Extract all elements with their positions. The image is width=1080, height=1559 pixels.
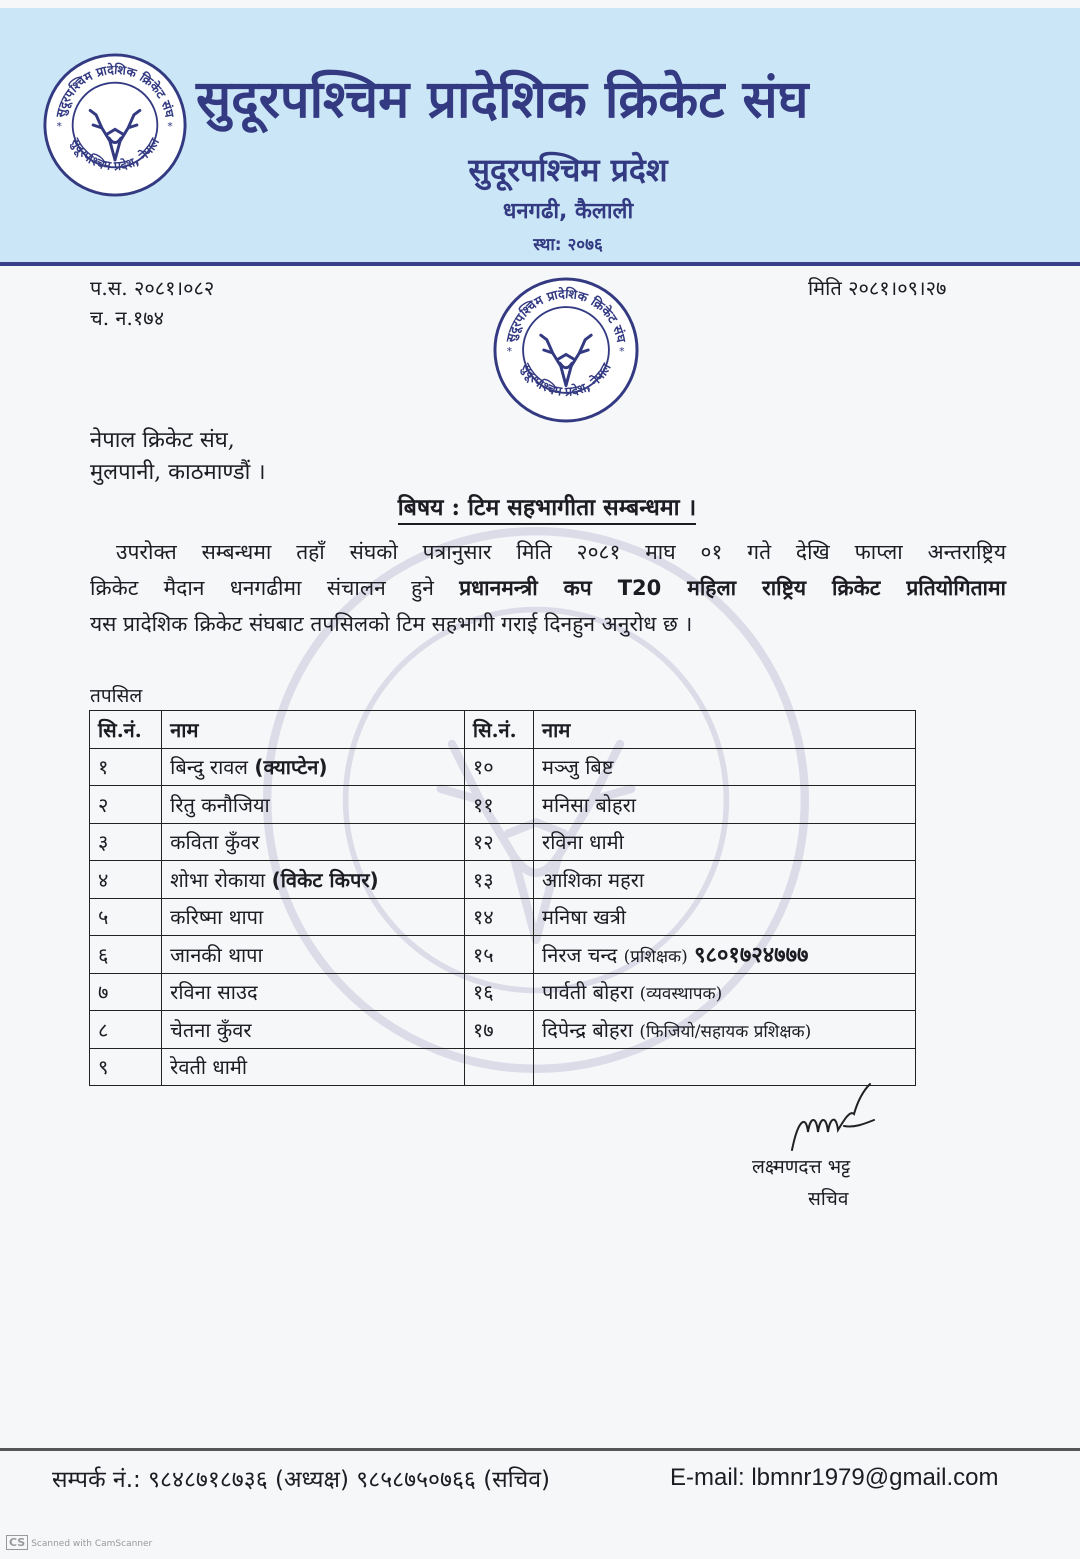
cell-sn-right [464,936,533,974]
cell-name-right [534,786,916,824]
serial-number: ८ [98,1017,109,1042]
member-name: मञ्जु बिष्ट [542,755,614,780]
letter-subject [0,490,1080,522]
serial-number: १५ [472,942,494,967]
cell-sn-left [90,973,162,1011]
cell-name-right [534,973,916,1011]
cell-name-left [162,861,465,899]
serial-number: ४ [98,867,109,892]
cell-sn-left [90,861,162,899]
footer-contact-numbers: सम्पर्क नं.: ९८४८७१८७३६ (अध्यक्ष) ९८५८७५०७६६ (सचिव) [52,1467,551,1493]
seal-bottom-text: सुदूरपश्चिम प्रदेश, नेपाल [518,360,614,399]
cell-sn-right [464,786,533,824]
serial-number: ५ [98,905,109,930]
table-row [90,786,916,824]
player-name: शोभा रोकाया [170,867,266,892]
player-name: रविना साउद [170,980,258,1005]
cell-sn-right [464,1048,533,1086]
svg-text:*: * [619,345,625,358]
cell-name-right [534,936,916,974]
letterhead-divider [0,262,1080,266]
serial-number: ६ [98,942,109,967]
cell-sn-right [464,748,533,786]
subject-text: बिषय : टिम सहभागीता सम्बन्धमा । [398,494,697,525]
body-line-3: यस प्रादेशिक क्रिकेट संघबाट तपसिलको टिम सहभागी गराई दिनहुन अनुरोध छ । [90,612,693,636]
player-name: जानकी थापा [170,942,263,967]
member-name: निरज चन्द [542,943,618,968]
header-sn-left: सि.नं. [90,711,162,749]
camscanner-icon: CS [6,1535,28,1550]
team-roster-table [89,710,916,1086]
body-line-2 [90,570,1006,606]
letter-body [90,534,1006,642]
player-name: रितु कनौजिया [170,792,270,817]
cell-name-right [534,823,916,861]
cell-name-left [162,823,465,861]
body-line-1: उपरोक्त सम्बन्धमा तहाँ संघको पत्रानुसार मिति २०८१ माघ ०१ गते देखि फाप्ला अन्तराष्ट्रिय [116,540,1006,564]
scanner-text: Scanned with CamScanner [31,1539,153,1549]
serial-number: ७ [98,980,109,1005]
serial-number: ११ [472,792,494,817]
cell-sn-right [464,1011,533,1049]
svg-text:*: * [506,345,512,358]
reference-number: प.स. २०८१।०८२ [90,276,215,300]
cell-sn-right [464,973,533,1011]
serial-number: २ [98,792,109,817]
organization-name: सुदूरपश्चिम प्रादेशिक क्रिकेट संघ [196,70,809,130]
member-name: मनिषा खत्री [542,905,626,930]
table-row [90,1011,916,1049]
svg-text:*: * [167,121,173,133]
cell-name-left [162,1048,465,1086]
cell-name-right [534,1011,916,1049]
serial-number: १० [472,755,494,780]
player-name: कविता कुँवर [170,830,260,855]
seal-top-text: सुदूरपश्चिम प्रादेशिक क्रिकेट संघ [502,285,630,344]
cell-name-left [162,748,465,786]
scanner-watermark [6,1535,152,1550]
cell-name-left [162,898,465,936]
serial-number: १६ [472,980,494,1005]
cell-sn-left [90,786,162,824]
cell-sn-left [90,748,162,786]
cell-sn-right [464,823,533,861]
serial-number: १४ [472,905,494,930]
recipient-name: नेपाल क्रिकेट संघ, [90,428,235,453]
serial-number: १२ [472,830,494,855]
handwritten-signature [784,1080,884,1160]
established-year: स्था: २०७६ [533,235,603,255]
center-seal-icon [492,276,640,424]
member-role: (प्रशिक्षक) [623,947,688,968]
cell-name-left [162,936,465,974]
letter-date: मिति २०८१।०९।२७ [808,276,947,300]
cell-name-right [534,898,916,936]
cell-name-left [162,973,465,1011]
coach-phone-number: ९८०१७२४७७७ [694,943,809,969]
cell-name-left [162,1011,465,1049]
serial-number: १ [98,755,109,780]
member-name: मनिसा बोहरा [542,792,636,817]
cell-sn-left [90,898,162,936]
tournament-name: प्रधानमन्त्री कप T20 महिला राष्ट्रिय क्रिकेट प्रतियोगितामा [459,576,1006,600]
signer-title: सचिव [808,1188,849,1210]
office-location: धनगढी, कैलाली [502,199,634,224]
footer-divider [0,1448,1080,1451]
member-name: आशिका महरा [542,867,645,892]
member-name: रविना धामी [542,830,624,855]
footer-email: E-mail: lbmnr1979@gmail.com [670,1464,999,1491]
player-name: करिष्मा थापा [170,905,264,930]
recipient-address: मुलपानी, काठमाण्डौं । [90,460,266,485]
member-role: (व्यवस्थापक) [639,984,723,1005]
cell-name-right [534,861,916,899]
cell-name-left [162,786,465,824]
cell-sn-right [464,898,533,936]
cell-sn-left [90,823,162,861]
player-role: (विकेट किपर) [271,867,379,892]
seal-top-text: सुदूरपश्चिम प्रादेशिक क्रिकेट संघ [52,61,178,119]
member-name: पार्वती बोहरा [542,980,634,1005]
table-row [90,861,916,899]
cell-sn-left [90,1048,162,1086]
player-name: चेतना कुँवर [170,1017,252,1042]
table-header-row [90,711,916,749]
player-name: बिन्दु रावल [170,755,248,780]
seal-bottom-text: सुदूरपश्चिम प्रदेश, नेपाल [67,135,163,174]
table-row [90,898,916,936]
svg-text:*: * [56,121,62,133]
table-row [90,973,916,1011]
province-name: सुदूरपश्चिम प्रदेश [468,151,668,189]
member-name: दिपेन्द्र बोहरा [542,1017,633,1042]
dispatch-number: च. न.१७४ [90,306,165,330]
serial-number: ९ [98,1055,109,1080]
player-name: रेवती धामी [170,1055,248,1080]
table-row [90,748,916,786]
header-name-right: नाम [534,711,916,749]
player-role: (क्याप्टेन) [254,755,328,780]
cell-name-right [534,748,916,786]
header-name-left: नाम [162,711,465,749]
details-label: तपसिल [90,685,143,707]
serial-number: १३ [472,867,494,892]
cell-sn-left [90,936,162,974]
body-line-2-plain: क्रिकेट मैदान धनगढीमा संचालन हुने [90,576,460,600]
header-sn-right: सि.नं. [464,711,533,749]
cell-sn-left [90,1011,162,1049]
table-row [90,823,916,861]
serial-number: १७ [472,1017,494,1042]
member-role: (फिजियो/सहायक प्रशिक्षक) [639,1021,812,1042]
table-row [90,936,916,974]
serial-number: ३ [98,830,109,855]
cell-sn-right [464,861,533,899]
signer-name: लक्ष्मणदत्त भट्ट [752,1156,851,1178]
